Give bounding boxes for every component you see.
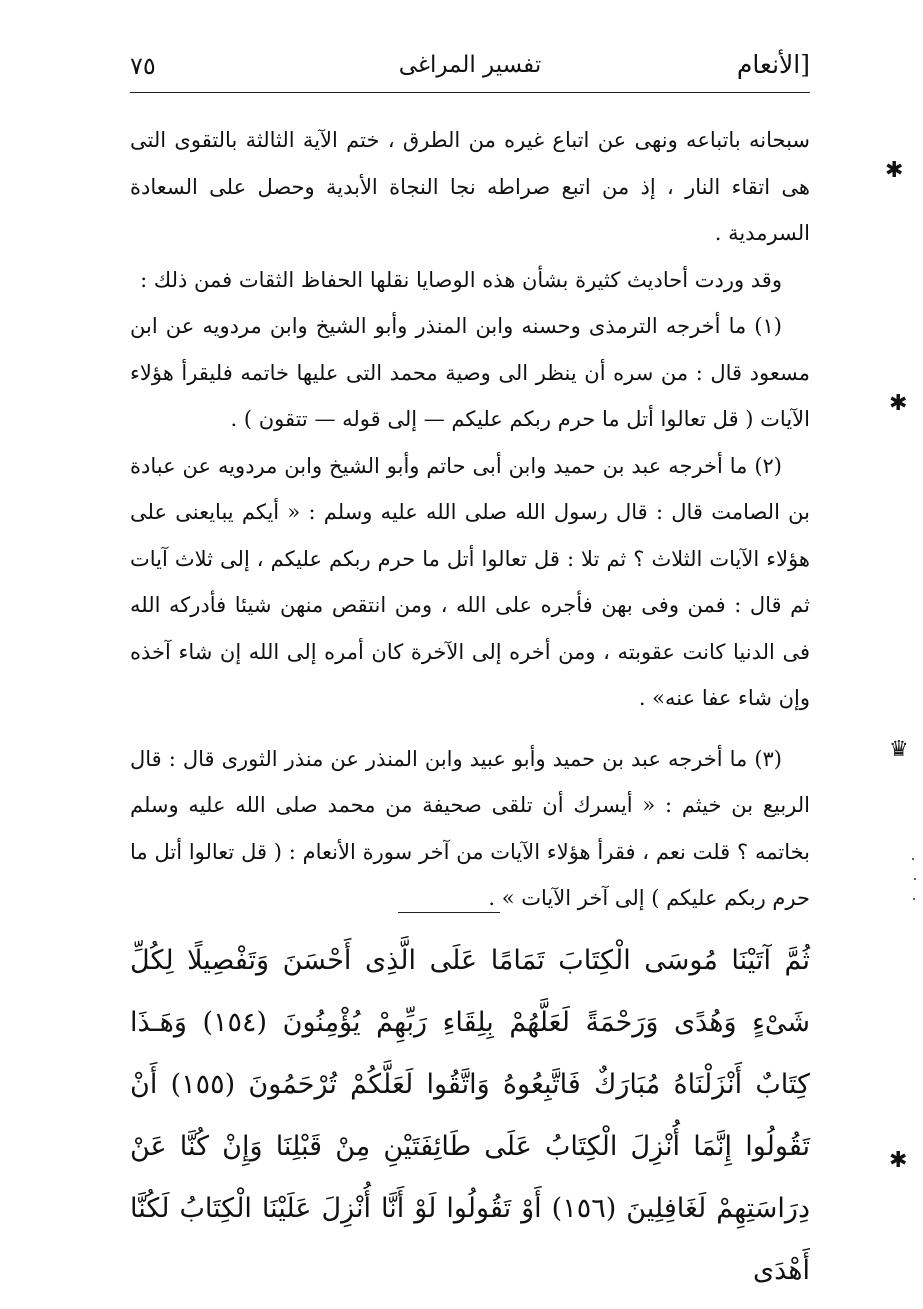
scan-speck	[912, 858, 914, 860]
section-separator	[398, 912, 500, 913]
paragraph-hadith-2: (٢) ما أخرجه عبد بن حميد وابن أبى حاتم وأبو الشيخ وابن مردويه عن عبادة بن الصامت قال : قال رسول الله صلى الله عليه وسلم : « أيكم يبايعنى على هؤلاء الآيات الثلاث ؟ ثم تلا : قل تعالوا أتل ما حرم ربكم عليكم ، إلى ثلاث آيات ثم قال : فمن وفى بهن فأجره على الله ، ومن انتقص منهن شيئا فأدركه الله فى الدنيا كانت عقوبته ، ومن أخره إلى الآخرة كان أمره إلى الله إن شاء آخذه وإن شاء عفا عنه» .	[130, 453, 810, 710]
scan-speck	[913, 898, 915, 900]
running-header	[130, 40, 810, 92]
commentary-text	[130, 117, 810, 922]
page-number: ٧٥	[130, 52, 156, 80]
scan-speck	[914, 878, 916, 880]
quran-verses: ثُمَّ آتَيْنَا مُوسَى الْكِتَابَ تَمَامًا عَلَى الَّذِى أَحْسَنَ وَتَفْصِيلًا لِكُلِّ شَىْءٍ وَهُدًى وَرَحْمَةً لَعَلَّهُمْ بِلِقَاءِ رَبِّهِمْ يُؤْمِنُونَ (١٥٤) وَهَـذَا كِتَابٌ أَنْزَلْنَاهُ مُبَارَكٌ فَاتَّبِعُوهُ وَاتَّقُوا لَعَلَّكُمْ تُرْحَمُونَ (١٥٥) أَنْ تَقُولُوا إِنَّمَا أُنْزِلَ الْكِتَابُ عَلَى طَائِفَتَيْنِ مِنْ قَبْلِنَا وَإِنْ كُنَّا عَنْ دِرَاسَتِهِمْ لَغَافِلِينَ (١٥٦) أَوْ تَقُولُوا لَوْ أَنَّا أُنْزِلَ عَلَيْنَا الْكِتَابُ لَكُنَّا أَهْدَى	[130, 945, 810, 1286]
flower-ornament-icon: ✱	[885, 158, 904, 183]
paragraph-hadith-intro: وقد وردت أحاديث كثيرة بشأن هذه الوصايا نقلها الحفاظ الثقات فمن ذلك :	[140, 267, 782, 292]
header-rule	[130, 92, 810, 93]
paragraph-hadith-3: (٣) ما أخرجه عبد بن حميد وأبو عبيد وابن المنذر عن منذر الثورى قال : قال الربيع بن خيثم : « أيسرك أن تلقى صحيفة من محمد صلى الله عليه وسلم بخاتمه ؟ قلت نعم ، فقرأ هؤلاء الآيات من آخر سورة الأنعام : ( قل تعالوا أتل ما حرم ربكم عليكم ) إلى آخر الآيات » .	[130, 746, 810, 910]
crown-ornament-icon: ♛	[889, 737, 909, 762]
paragraph-hadith-1: (١) ما أخرجه الترمذى وحسنه وابن المنذر وأبو الشيخ وابن مردويه عن ابن مسعود قال : من سره أن ينظر الى وصية محمد التى عليها خاتمه فليقرأ هؤلاء الآيات ( قل تعالوا أتل ما حرم ربكم عليكم — إلى قوله — تتقون ) .	[130, 314, 810, 431]
flower-ornament-icon: ✱	[889, 1148, 908, 1173]
paragraph-conclusion: سبحانه باتباعه ونهى عن اتباع غيره من الطرق ، ختم الآية الثالثة بالتقوى التى هى اتقاء النار ، إذ من اتبع صراطه نجا النجاة الأبدية وحصل على السعادة السرمدية .	[130, 128, 810, 245]
flower-ornament-icon: ✱	[889, 391, 908, 416]
book-title: تفسير المراغى	[398, 52, 542, 78]
surah-name: [الأنعام	[736, 50, 810, 79]
